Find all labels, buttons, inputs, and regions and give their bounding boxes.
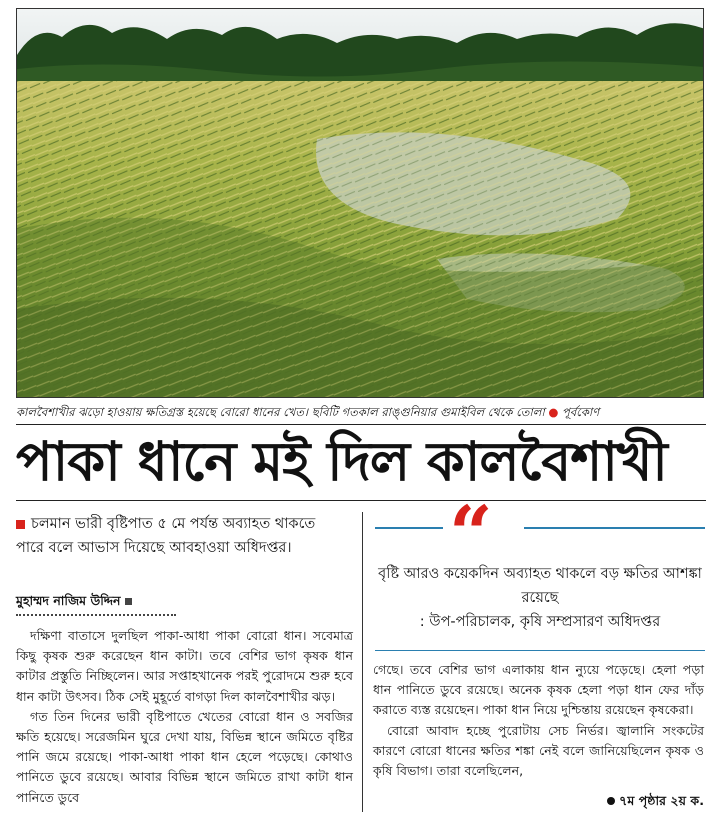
column-divider <box>362 512 363 812</box>
article-column-right <box>373 660 704 781</box>
caption-text: কালবৈশাখীর ঝড়ো হাওয়ায় ক্ষতিগ্রস্ত হয়েছে বোরো ধানের খেত। ছবিটি গতকাল রাঙ্গুনিয়ার গুমাইবিল থেকে তোলা <box>16 405 545 419</box>
photo-credit: পূর্বকোণ <box>562 405 600 419</box>
paragraph: গত তিন দিনের ভারী বৃষ্টিপাতে খেতের বোরো ধান ও সবজির ক্ষতি হয়েছে। সরেজমিন ঘুরে দেখা যায়, বিভিন্ন স্থানে জমিতে বৃষ্টির পানি জমে রয়েছে। পাকা-আধা পাকা ধান হেলে পড়েছে। কোথাও পানিতে ডুবে রয়েছে। আবার বিভিন্ন স্থানে জমিতে রাখা কাটা ধান পানিতে ডুবে <box>16 708 353 805</box>
photo-caption <box>16 404 706 423</box>
quote-rule <box>375 527 443 529</box>
pull-quote <box>375 562 705 634</box>
square-bullet-icon <box>16 520 25 529</box>
quote-text: বৃষ্টি আরও কয়েকদিন অব্যাহত থাকলে বড় ক্ষতির আশঙ্কা রয়েছে <box>378 566 702 606</box>
subhead <box>16 512 346 560</box>
paragraph: গেছে। তবে বেশির ভাগ এলাকায় ধান ন্যুয়ে পড়েছে। হেলা পড়া ধান পানিতে ডুবে রয়েছে। অনেক কৃষক হেলা পড়া ধান ফের দাঁড় করাতে ব্যস্ত রয়েছেন। পাকা ধান নিয়ে দুশ্চিন্তায় রয়েছেন কৃষকেরা। <box>373 662 704 718</box>
bullet-icon <box>607 797 615 805</box>
jump-text: ৭ম পৃষ্ঠার ২য় ক. <box>619 793 704 808</box>
square-bullet-icon <box>125 598 132 605</box>
quote-rule <box>524 527 705 529</box>
quote-rule <box>375 650 705 651</box>
byline <box>16 593 132 613</box>
bullet-icon: ● <box>548 405 559 419</box>
divider <box>16 424 706 425</box>
paragraph: বোরো আবাদ হচ্ছে পুরোটায় সেচ নির্ভর। জ্বালানি সংকটের কারণে বোরো ধানের ক্ষতির শঙ্কা নেই বলে জানিয়েছিলেন কৃষক ও কৃষি বিভাগ। তারা বলেছিলেন, <box>373 722 704 779</box>
dotted-divider <box>16 614 176 616</box>
author-name: মুহাম্মদ নাজিম উদ্দিন <box>16 593 121 608</box>
paddy-field-photo <box>17 9 704 398</box>
quote-source: : উপ-পরিচালক, কৃষি সম্প্রসারণ অধিদপ্তর <box>419 614 661 630</box>
article-column-left <box>16 626 353 808</box>
headline: পাকা ধানে মই দিল কালবৈশাখী <box>16 430 667 493</box>
paragraph: দক্ষিণা বাতাসে দুলছিল পাকা-আধা পাকা বোরো ধান। সবেমাত্র কিছু কৃষক শুরু করেছেন ধান কাটা। তবে বেশির ভাগ কৃষক ধান কাটার প্রস্তুতি নিচ্ছিলেন। আর সপ্তাহখানেক পরই পুরোদমে শুরু হবে ধান কাটা উৎসব। ঠিক সেই মুহূর্তে বাগড়া দিল কালবৈশাখীর ঝড়। <box>16 628 353 704</box>
news-photo <box>16 8 704 398</box>
divider <box>16 500 706 501</box>
subhead-text: চলমান ভারী বৃষ্টিপাত ৫ মে পর্যন্ত অব্যাহত থাকতে পারে বলে আভাস দিয়েছে আবহাওয়া অধিদপ্তর। <box>16 516 316 556</box>
continuation-jump <box>607 793 704 813</box>
quote-mark-icon: “ <box>449 489 493 578</box>
